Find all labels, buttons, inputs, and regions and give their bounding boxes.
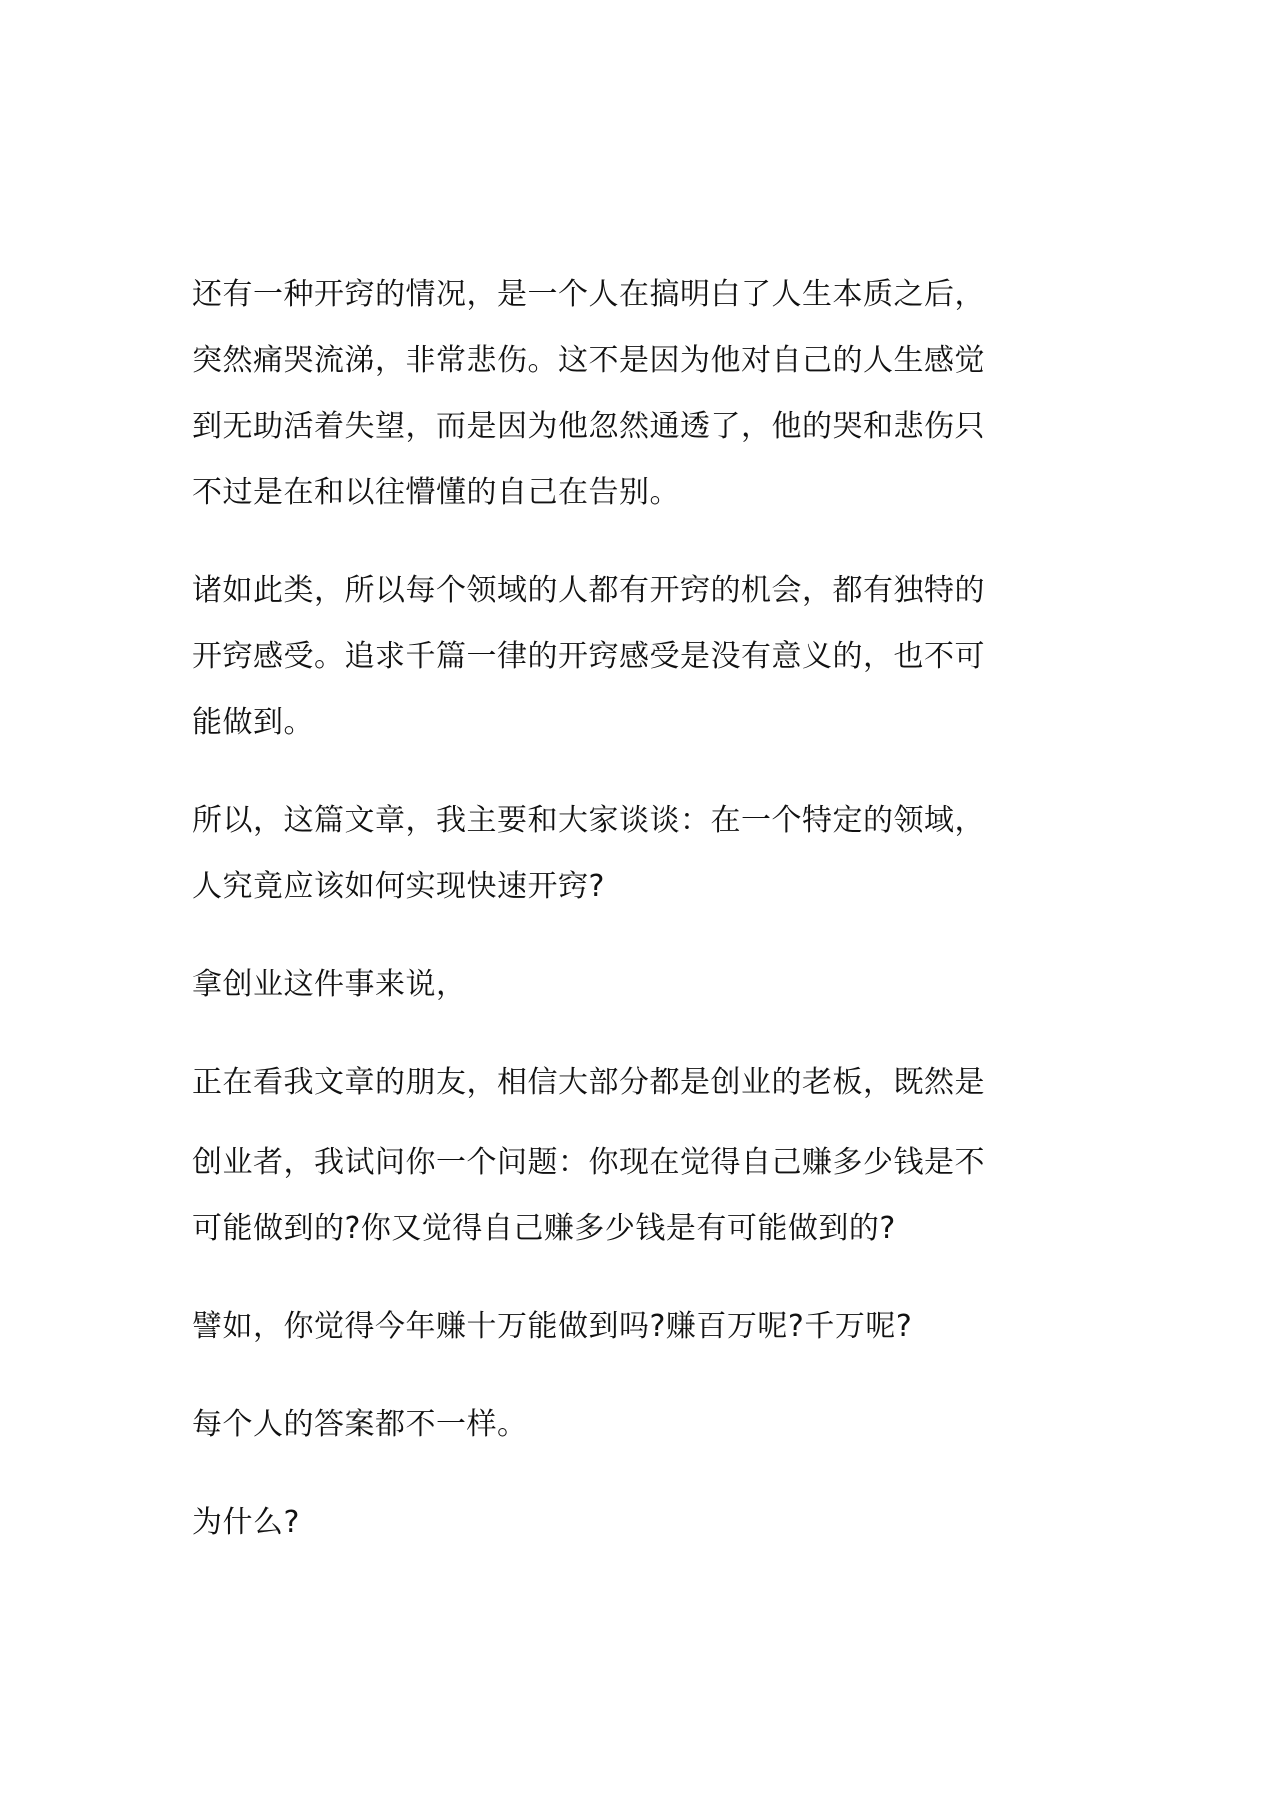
text-line: 突然痛哭流涕，非常悲伤。这不是因为他对自己的人生感觉	[192, 343, 985, 378]
paragraph	[192, 1490, 1092, 1556]
text-line: 所以，这篇文章，我主要和大家谈谈：在一个特定的领域，	[192, 803, 985, 838]
paragraph	[192, 262, 1092, 526]
text-line: 还有一种开窍的情况，是一个人在搞明白了人生本质之后，	[192, 277, 985, 312]
paragraph	[192, 952, 1092, 1018]
text-line: 开窍感受。追求千篇一律的开窍感受是没有意义的，也不可	[192, 639, 985, 674]
paragraph	[192, 1294, 1092, 1360]
text-line: 人究竟应该如何实现快速开窍?	[192, 869, 605, 904]
paragraph	[192, 558, 1092, 756]
paragraph	[192, 1050, 1092, 1116]
paragraph	[192, 1130, 1092, 1262]
paragraph	[192, 1392, 1092, 1458]
paragraph	[192, 788, 1092, 920]
text-line: 每个人的答案都不一样。	[192, 1407, 528, 1442]
text-line: 到无助活着失望，而是因为他忽然通透了，他的哭和悲伤只	[192, 409, 985, 444]
text-line: 正在看我文章的朋友，相信大部分都是创业的老板，既然是	[192, 1065, 985, 1100]
text-line: 拿创业这件事来说，	[192, 967, 467, 1002]
text-line: 为什么?	[192, 1505, 300, 1540]
article-body	[192, 262, 1092, 1556]
text-line: 诸如此类，所以每个领域的人都有开窍的机会，都有独特的	[192, 573, 985, 608]
text-line: 不过是在和以往懵懂的自己在告别。	[192, 475, 680, 510]
text-line: 创业者，我试问你一个问题：你现在觉得自己赚多少钱是不	[192, 1145, 985, 1180]
text-line: 譬如，你觉得今年赚十万能做到吗?赚百万呢?千万呢?	[192, 1309, 913, 1344]
text-line: 能做到。	[192, 705, 314, 740]
text-line: 可能做到的?你又觉得自己赚多少钱是有可能做到的?	[192, 1211, 896, 1246]
